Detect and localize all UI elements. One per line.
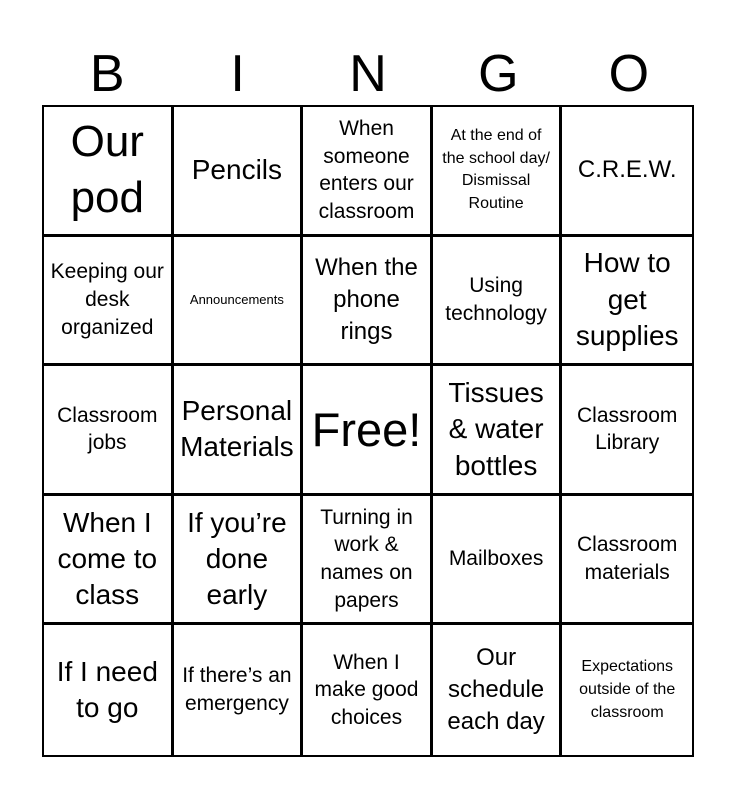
- header-letter-o: O: [608, 45, 650, 103]
- bingo-cell[interactable]: Expectations outside of the classroom: [579, 658, 676, 721]
- bingo-cell[interactable]: Our pod: [44, 107, 174, 237]
- header-letter-i: I: [230, 45, 245, 103]
- header-letter-n: N: [349, 45, 387, 103]
- bingo-board: [42, 105, 694, 757]
- free-space-cell[interactable]: Free!: [303, 366, 433, 496]
- bingo-cell[interactable]: Announcements: [174, 237, 304, 367]
- bingo-cell[interactable]: Classroom jobs: [44, 366, 174, 496]
- bingo-cell[interactable]: If you’re done early: [174, 496, 304, 626]
- bingo-cell[interactable]: When I make good choices: [303, 625, 433, 755]
- bingo-cell[interactable]: Tissues & water bottles: [433, 366, 563, 496]
- bingo-cell[interactable]: Our schedule each day: [433, 625, 563, 755]
- bingo-cell[interactable]: Keeping our desk organized: [44, 237, 174, 367]
- bingo-cell[interactable]: At the end of the school day/ Dismissal Routine: [433, 107, 563, 237]
- bingo-cell[interactable]: When the phone rings: [303, 237, 433, 367]
- bingo-cell[interactable]: Classroom materials: [562, 496, 692, 626]
- bingo-cell[interactable]: If I need to go: [44, 625, 174, 755]
- bingo-cell[interactable]: If there’s an emergency: [174, 625, 304, 755]
- bingo-cell[interactable]: Classroom Library: [562, 366, 692, 496]
- bingo-header: [42, 44, 694, 104]
- bingo-cell[interactable]: Turning in work & names on papers: [303, 496, 433, 626]
- bingo-cell[interactable]: Mailboxes: [433, 496, 563, 626]
- bingo-cell[interactable]: When I come to class: [44, 496, 174, 626]
- bingo-cell[interactable]: Pencils: [174, 107, 304, 237]
- header-letter-g: G: [478, 45, 519, 103]
- header-letter-b: B: [89, 45, 125, 103]
- bingo-cell[interactable]: Using technology: [433, 237, 563, 367]
- bingo-cell[interactable]: C.R.E.W.: [562, 107, 692, 237]
- bingo-cell[interactable]: How to get supplies: [562, 237, 692, 367]
- bingo-cell[interactable]: When someone enters our classroom: [303, 107, 433, 237]
- bingo-cell[interactable]: Personal Materials: [174, 366, 304, 496]
